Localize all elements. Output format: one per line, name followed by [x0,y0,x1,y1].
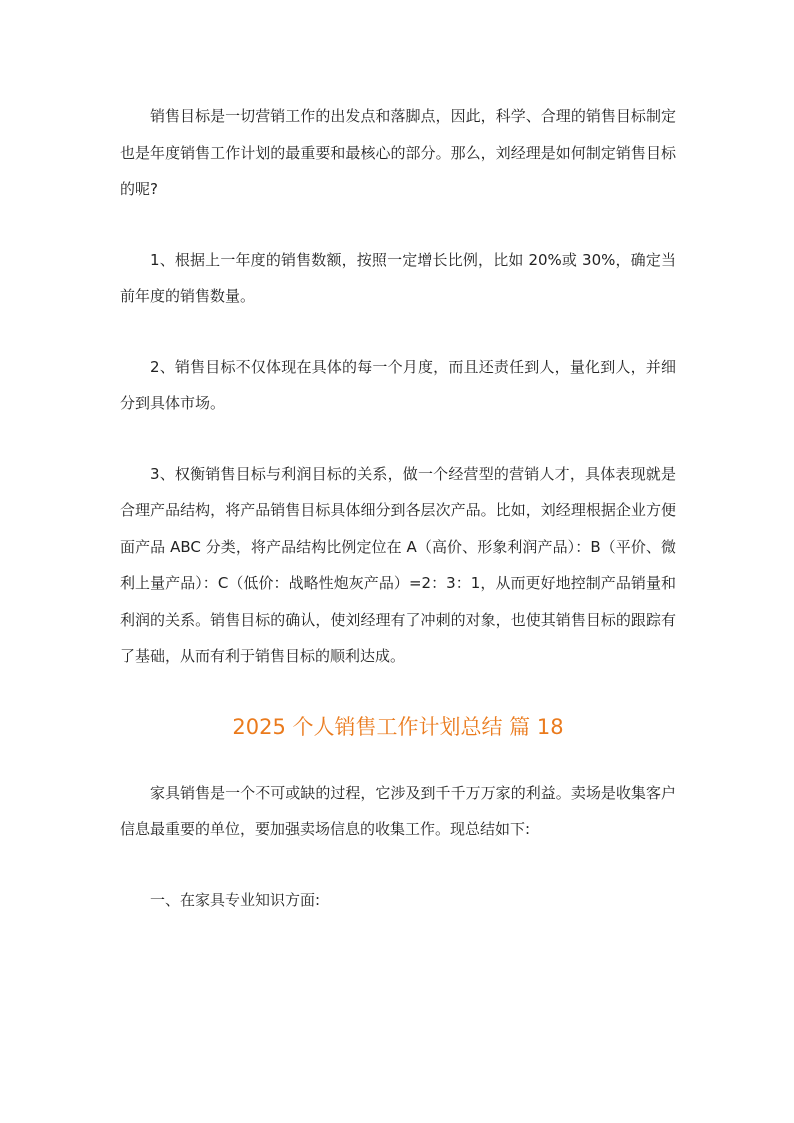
paragraph-point-3: 3、权衡销售目标与利润目标的关系，做一个经营型的营销人才，具体表现就是合理产品结构，将产品销售目标具体细分到各层次产品。比如，刘经理根据企业方便面产品 ABC 分类，将产品结构比例定位在 A（高价、形象利润产品）：B（平价、微利上量产品）：C（低价：战略性炮灰产品）=2：3：1，从而更好地控制产品销量和利润的关系。销售目标的确认，使刘经理有了冲刺的对象，也使其销售目标的跟踪有了基础，从而有利于销售目标的顺利达成。 [120,464,676,665]
paragraph-point-2: 2、销售目标不仅体现在具体的每一个月度，而且还责任到人，量化到人，并细分到具体市场。 [120,357,676,412]
section-heading: 2025 个人销售工作计划总结 篇 18 [232,714,564,739]
paragraph-point-1: 1、根据上一年度的销售数额，按照一定增长比例，比如 20%或 30%，确定当前年度的销售数量。 [120,250,676,305]
paragraph-sales-target-intro: 销售目标是一切营销工作的出发点和落脚点，因此，科学、合理的销售目标制定也是年度销售工作计划的最重要和最核心的部分。那么，刘经理是如何制定销售目标的呢? [120,107,676,198]
paragraph-furniture-knowledge: 一、在家具专业知识方面: [150,890,321,909]
paragraph-furniture-intro: 家具销售是一个不可或缺的过程，它涉及到千千万万家的利益。卖场是收集客户信息最重要的单位，要加强卖场信息的收集工作。现总结如下: [120,783,676,838]
